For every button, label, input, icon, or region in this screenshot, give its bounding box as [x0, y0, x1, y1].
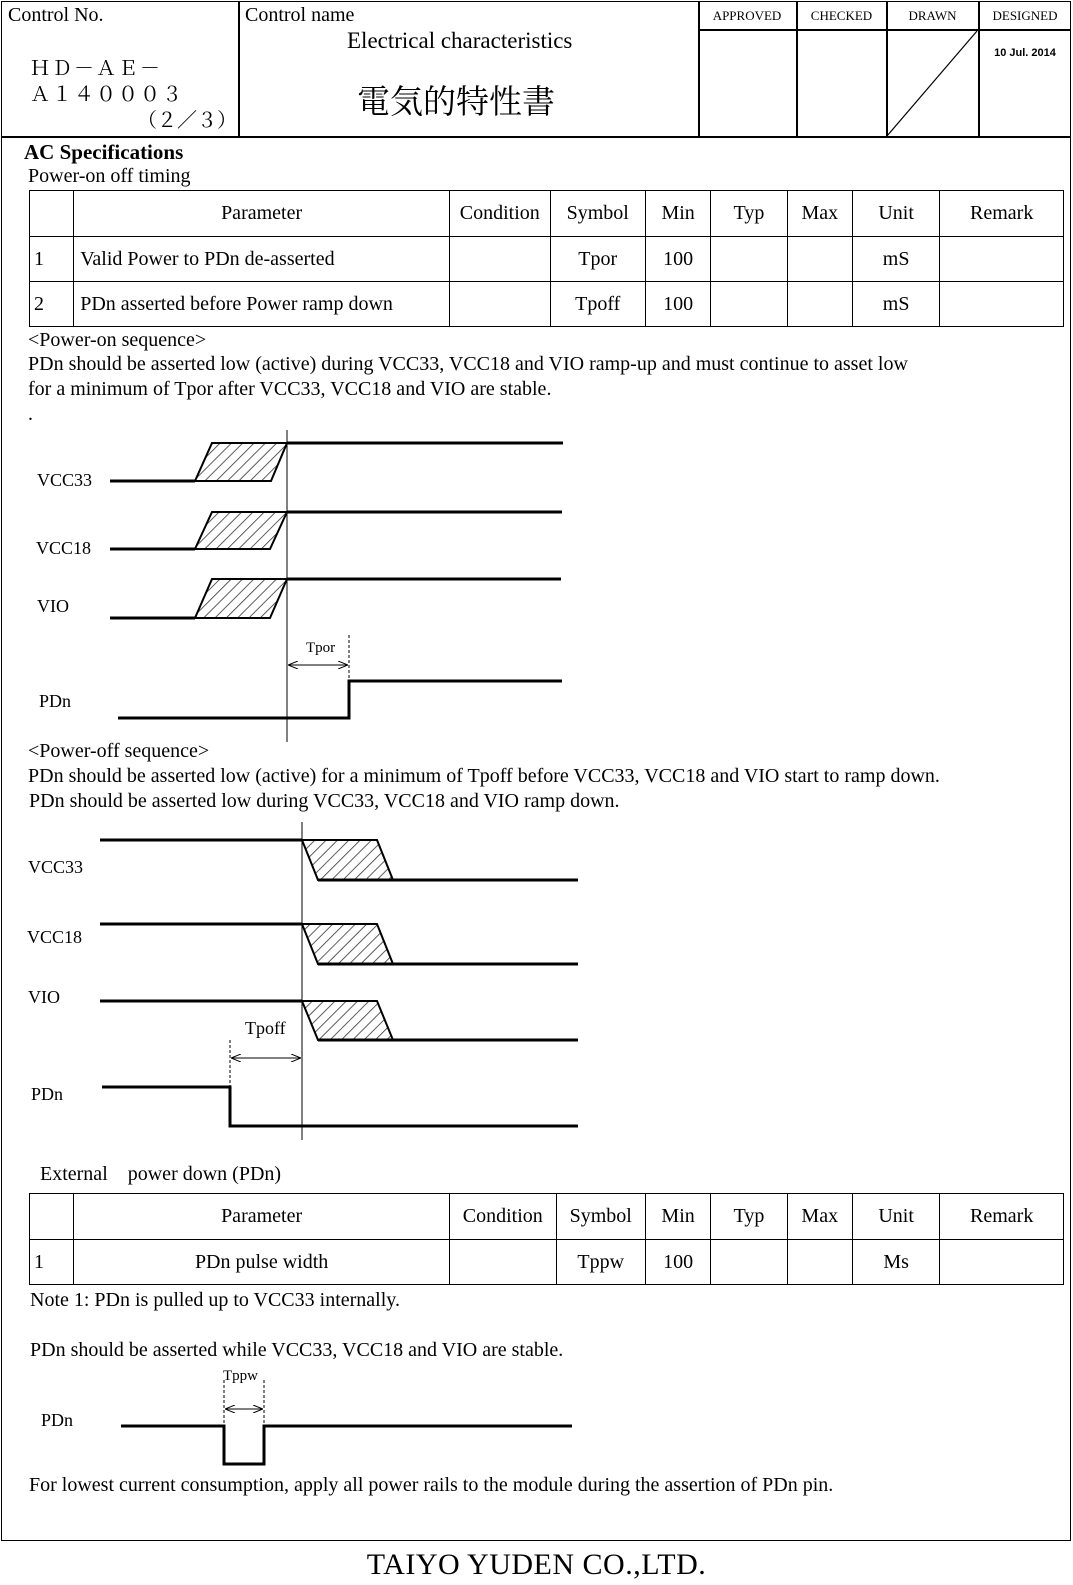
vio-ramp-hatch: [195, 579, 287, 618]
table-row: [30, 282, 1064, 327]
company-name: TAIYO YUDEN CO.,LTD.: [366, 1548, 707, 1581]
designed-label: DESIGNED: [992, 8, 1058, 23]
pdn-trace: [118, 681, 562, 718]
pdn-trace: [102, 1087, 578, 1126]
row-index: 1: [30, 237, 74, 282]
row-min: 100: [645, 237, 710, 282]
title-english: Electrical characteristics: [347, 28, 573, 53]
row-symbol: Tppw: [556, 1240, 645, 1285]
row-unit: mS: [852, 237, 939, 282]
pdn-pulse-diagram: [0, 1360, 600, 1475]
ac-specs-heading: AC Specifications: [24, 140, 184, 164]
col-condition-header: Condition: [450, 191, 550, 237]
table-header-row: [30, 191, 1064, 237]
col-parameter-header: Parameter: [74, 1194, 450, 1240]
row-parameter: Valid Power to PDn de-asserted: [74, 237, 450, 282]
col-parameter-header: Parameter: [74, 191, 450, 237]
vcc33-ramp-hatch: [302, 840, 393, 880]
row-remark: [940, 237, 1064, 282]
vio-ramp-hatch: [302, 1001, 393, 1040]
lowest-current-text: For lowest current consumption, apply all power rails to the module during the assertion of PDn pin.: [29, 1474, 834, 1496]
pdn-label: PDn: [39, 691, 72, 711]
row-min: 100: [645, 1240, 710, 1285]
col-typ-header: Typ: [711, 1194, 787, 1240]
row-remark: [940, 1240, 1064, 1285]
row-symbol: Tpoff: [550, 282, 645, 327]
power-off-text-2: PDn should be asserted low during VCC33, VCC18 and VIO ramp down.: [29, 790, 620, 812]
tpor-label: Tpor: [306, 640, 336, 656]
vio-label: VIO: [28, 987, 60, 1007]
row-parameter: PDn asserted before Power ramp down: [74, 282, 450, 327]
drawn-label: DRAWN: [908, 8, 957, 23]
vcc18-ramp-hatch: [302, 924, 393, 964]
power-on-text-2: for a minimum of Tpor after VCC33, VCC18 and VIO are stable.: [28, 378, 552, 400]
col-index-header: [30, 1194, 74, 1240]
col-symbol-header: Symbol: [550, 191, 645, 237]
ac-spec-table: [29, 190, 1064, 327]
power-off-timing-diagram: [0, 815, 600, 1145]
power-off-text-1: PDn should be asserted low (active) for a minimum of Tpoff before VCC33, VCC18 and VIO start to ramp down.: [28, 765, 940, 787]
vcc18-label: VCC18: [27, 927, 83, 947]
control-no-line1: ＨＤ－ＡＥ－: [30, 58, 162, 80]
pdn-label: PDn: [41, 1410, 74, 1430]
row-max: [787, 282, 852, 327]
col-min-header: Min: [645, 191, 710, 237]
col-unit-header: Unit: [852, 191, 939, 237]
row-parameter: PDn pulse width: [74, 1240, 450, 1285]
designed-date: 10 Jul. 2014: [994, 47, 1056, 59]
row-unit: mS: [852, 282, 939, 327]
title-japanese: 電気的特性書: [357, 82, 555, 121]
checked-label: CHECKED: [810, 8, 873, 23]
pdn-stable-text: PDn should be asserted while VCC33, VCC18 and VIO are stable.: [30, 1339, 564, 1361]
row-condition: [450, 237, 550, 282]
power-on-text-1: PDn should be asserted low (active) during VCC33, VCC18 and VIO ramp-up and must continue to asset low: [28, 353, 908, 375]
table-header-row: [30, 1194, 1064, 1240]
control-name-label: Control name: [245, 4, 355, 26]
power-on-dot: .: [28, 403, 33, 425]
row-condition: [450, 1240, 557, 1285]
row-max: [787, 237, 852, 282]
note-1: Note 1: PDn is pulled up to VCC33 internally.: [30, 1289, 400, 1311]
col-max-header: Max: [787, 1194, 852, 1240]
approval-header-rule: [698, 29, 1071, 31]
row-min: 100: [645, 282, 710, 327]
col-symbol-header: Symbol: [556, 1194, 645, 1240]
power-on-off-timing-heading: Power-on off timing: [28, 165, 191, 187]
control-no-line3: （２／３）: [137, 110, 237, 132]
power-on-heading: <Power-on sequence>: [28, 329, 207, 351]
power-off-heading: <Power-off sequence>: [28, 740, 210, 762]
row-unit: Ms: [852, 1240, 939, 1285]
col-min-header: Min: [645, 1194, 710, 1240]
row-max: [787, 1240, 852, 1285]
row-index: 1: [30, 1240, 74, 1285]
row-typ: [711, 237, 787, 282]
col-unit-header: Unit: [852, 1194, 939, 1240]
col-index-header: [30, 191, 74, 237]
tppw-label: Tppw: [223, 1368, 258, 1384]
col-condition-header: Condition: [450, 1194, 557, 1240]
col-remark-header: Remark: [940, 191, 1064, 237]
pdn-label: PDn: [31, 1084, 64, 1104]
control-no-label: Control No.: [8, 4, 104, 26]
row-typ: [711, 282, 787, 327]
row-remark: [940, 282, 1064, 327]
pdn-pulse-trace: [121, 1426, 572, 1464]
col-remark-header: Remark: [940, 1194, 1064, 1240]
vcc33-label: VCC33: [37, 470, 93, 490]
table-row: [30, 237, 1064, 282]
tpoff-label: Tpoff: [245, 1018, 286, 1038]
row-index: 2: [30, 282, 74, 327]
vcc33-ramp-hatch: [195, 443, 287, 481]
row-typ: [711, 1240, 787, 1285]
vio-label: VIO: [37, 596, 69, 616]
vcc18-label: VCC18: [36, 538, 92, 558]
row-symbol: Tpor: [550, 237, 645, 282]
vcc18-ramp-hatch: [195, 512, 287, 549]
power-on-timing-diagram: [0, 425, 600, 745]
col-max-header: Max: [787, 191, 852, 237]
table-row: [30, 1240, 1064, 1285]
approved-label: APPROVED: [712, 8, 782, 23]
row-condition: [450, 282, 550, 327]
header-divider-1: [238, 1, 240, 137]
control-no-line2: Ａ１４０００３: [30, 84, 184, 106]
drawn-diagonal: [886, 30, 978, 137]
external-power-down-heading: External power down (PDn): [40, 1163, 282, 1185]
external-power-down-table: [29, 1193, 1064, 1285]
vcc33-label: VCC33: [28, 857, 84, 877]
col-typ-header: Typ: [711, 191, 787, 237]
